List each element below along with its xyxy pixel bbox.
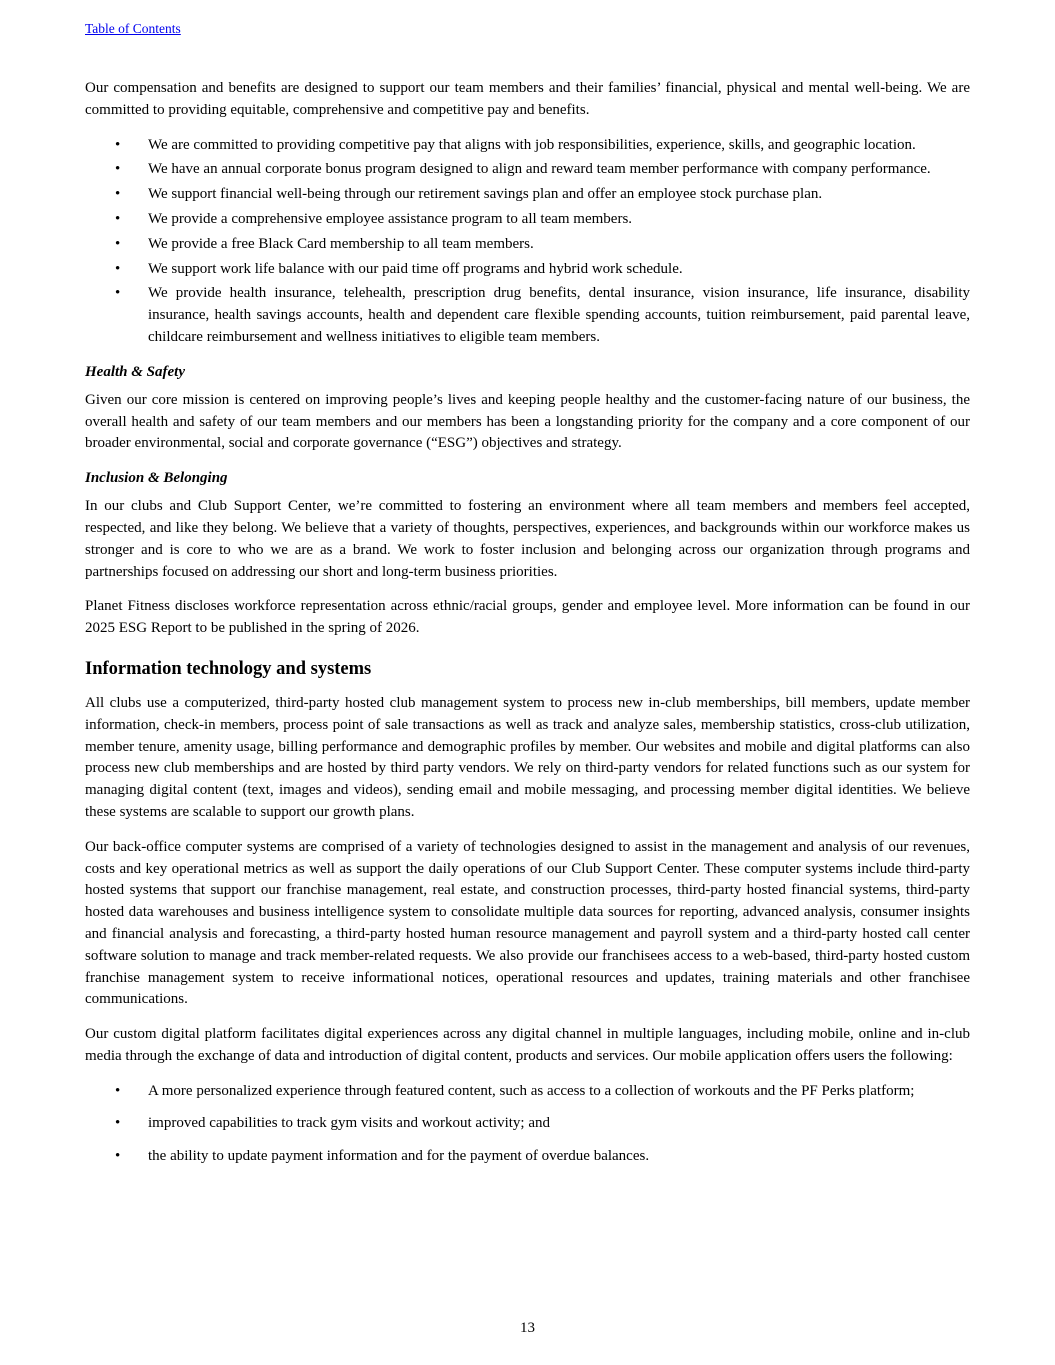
- mobile-app-feature-item: • improved capabilities to track gym visits and workout activity; and: [85, 1113, 970, 1135]
- toc-row: [85, 20, 970, 38]
- benefit-item: • We have an annual corporate bonus program designed to align and reward team member performance with company performance.: [85, 159, 970, 181]
- inclusion-paragraph-2: Planet Fitness discloses workforce representation across ethnic/racial groups, gender and employee level. More information can be found in our 2025 ESG Report to be published in the spring of 2026.: [85, 598, 970, 637]
- benefits-bullet-list: [85, 135, 970, 349]
- compensation-intro-paragraph: Our compensation and benefits are designed to support our team members and their families’ financial, physical and mental well-being. We are committed to providing equitable, comprehensive and competitive pay and benefits.: [85, 80, 970, 118]
- mobile-app-bullet-list: [85, 1081, 970, 1168]
- table-of-contents-link[interactable]: Table of Contents: [85, 21, 181, 36]
- benefit-item: • We support work life balance with our paid time off programs and hybrid work schedule.: [85, 259, 970, 281]
- health-safety-paragraph: Given our core mission is centered on improving people’s lives and keeping people healthy and the customer-facing nature of our business, the overall health and safety of our team members and our members has been a longstanding priority for the company and a core component of our broader environmental, social and corporate governance (“ESG”) objectives and strategy.: [85, 391, 970, 452]
- mobile-app-feature-item: • A more personalized experience through featured content, such as access to a collection of workouts and the PF Perks platform;: [85, 1081, 970, 1103]
- benefit-item: • We provide a free Black Card membership to all team members.: [85, 234, 970, 256]
- health-safety-heading: Health & Safety: [85, 363, 185, 380]
- mobile-app-feature-item: • the ability to update payment information and for the payment of overdue balances.: [85, 1146, 970, 1168]
- it-systems-paragraph-2: Our back-office computer systems are comprised of a variety of technologies designed to assist in the management and analysis of our revenues, costs and key operational metrics as well as support the daily operations of our Club Support Center. These computer systems include third-party hosted systems that support our franchise management, real estate, and construction processes, third-party hosted financial systems, third-party hosted data warehouses and business intelligence system to consolidate multiple data sources for reporting, advanced analysis, consumer insights and financial analysis and forecasting, a third-party hosted human resource management and payroll system and a third-party hosted call center software solution to manage and track member-related requests. We also provide our franchisees access to a web-based, third-party hosted custom franchise management system to receive informational notices, operational resources and updates, training materials and other franchisee communications.: [85, 838, 970, 1008]
- inclusion-paragraph-1: In our clubs and Club Support Center, we’re committed to fostering an environment where all team members and members feel accepted, respected, and like they belong. We believe that a variety of thoughts, perspectives, experiences, and backgrounds within our workforce makes us stronger and is core to who we are as a brand. We work to foster inclusion and belonging across our organization through programs and partnerships focused on addressing our short and long-term business priorities.: [85, 498, 970, 580]
- inclusion-belonging-heading: Inclusion & Belonging: [85, 470, 228, 487]
- page-number: 13: [520, 1320, 535, 1336]
- it-systems-paragraph-1: All clubs use a computerized, third-party hosted club management system to process new in-club memberships, bill members, update member information, check-in members, process point of sale transactions as well as track and analyze sales, membership statistics, cross-club utilization, member tenure, amenity usage, billing performance and demographic profiles by member. Our websites and mobile and digital platforms can also process new club memberships and are hosted by third party vendors. We rely on third-party vendors for related functions such as our system for managing digital content (text, images and videos), sending email and mobile messaging, and processing member digital identities. We believe these systems are scalable to support our growth plans.: [85, 694, 970, 820]
- benefit-item: • We support financial well-being through our retirement savings plan and offer an employee stock purchase plan.: [85, 184, 970, 206]
- benefit-item: • We provide a comprehensive employee assistance program to all team members.: [85, 209, 970, 231]
- it-systems-paragraph-3: Our custom digital platform facilitates digital experiences across any digital channel in multiple languages, including mobile, online and in-club media through the exchange of data and introduction of digital content, products and services. Our mobile application offers users the following:: [85, 1026, 970, 1064]
- benefit-item: • We are committed to providing competitive pay that aligns with job responsibilities, experience, skills, and geographic location.: [85, 135, 970, 157]
- benefit-item: • We provide health insurance, telehealth, prescription drug benefits, dental insurance, vision insurance, life insurance, disability insurance, health savings accounts, health and dependent care flexible spending accounts, tuition reimbursement, paid parental leave, childcare reimbursement and wellness initiatives to eligible team members.: [85, 283, 970, 348]
- it-systems-heading: Information technology and systems: [85, 658, 372, 679]
